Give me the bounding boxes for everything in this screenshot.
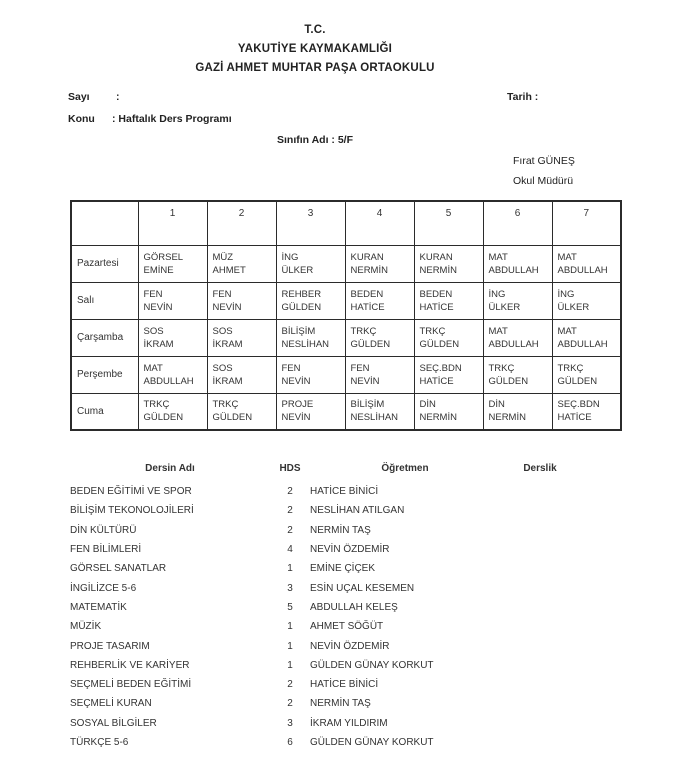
lesson-cell xyxy=(345,245,414,282)
lesson-subject: TRKÇ xyxy=(212,399,239,411)
lesson-cell xyxy=(414,393,483,430)
lesson-cell xyxy=(207,282,276,319)
course-row xyxy=(70,540,620,559)
course-hds: 4 xyxy=(287,544,293,556)
lesson-subject: MAT xyxy=(488,325,508,337)
course-hds: 2 xyxy=(287,698,293,710)
lesson-subject: İNG xyxy=(488,288,506,300)
lesson-subject: KURAN xyxy=(350,251,384,263)
course-name: SEÇMELİ KURAN xyxy=(70,698,152,710)
course-row xyxy=(70,675,620,694)
lesson-cell xyxy=(345,282,414,319)
course-name: PROJE TASARIM xyxy=(70,640,150,652)
course-name: GÖRSEL SANATLAR xyxy=(70,563,167,575)
lesson-cell xyxy=(414,245,483,282)
lesson-teacher: İKRAM xyxy=(143,338,174,350)
lesson-teacher: HATİCE xyxy=(350,301,385,313)
lesson-cell xyxy=(552,245,621,282)
lesson-subject: TRKÇ xyxy=(419,325,446,337)
lesson-cell xyxy=(345,319,414,356)
lesson-subject: İNG xyxy=(281,251,299,263)
konu-label: Konu xyxy=(68,113,95,125)
sayi-colon: : xyxy=(116,91,120,103)
period-header-5: 5 xyxy=(414,201,483,245)
lesson-cell xyxy=(483,282,552,319)
course-hds: 1 xyxy=(287,640,293,652)
lesson-teacher: NERMİN xyxy=(488,412,526,424)
course-name: FEN BİLİMLERİ xyxy=(70,544,142,556)
course-list xyxy=(70,459,620,752)
period-header-row xyxy=(71,201,621,245)
period-header-3: 3 xyxy=(276,201,345,245)
lesson-teacher: NERMİN xyxy=(419,412,457,424)
course-hds: 3 xyxy=(287,582,293,594)
lesson-cell xyxy=(276,282,345,319)
lesson-teacher: ÜLKER xyxy=(281,264,314,276)
course-name: BEDEN EĞİTİMİ VE SPOR xyxy=(70,486,192,498)
course-teacher: NERMİN TAŞ xyxy=(310,698,371,710)
lesson-cell xyxy=(483,245,552,282)
lesson-subject: BEDEN xyxy=(419,288,453,300)
lesson-cell xyxy=(483,393,552,430)
lesson-cell xyxy=(483,319,552,356)
weekly-schedule-table xyxy=(70,200,622,431)
lesson-subject: SOS xyxy=(212,325,233,337)
lesson-subject: SOS xyxy=(212,362,233,374)
lesson-cell xyxy=(414,319,483,356)
course-row xyxy=(70,714,620,733)
lesson-subject: BİLİŞİM xyxy=(350,399,385,411)
day-label: Pazartesi xyxy=(71,245,138,282)
lesson-cell xyxy=(138,282,207,319)
lesson-subject: DİN xyxy=(488,399,505,411)
course-row xyxy=(70,656,620,675)
schedule-row xyxy=(71,282,621,319)
course-teacher: NESLİHAN ATILGAN xyxy=(310,505,405,517)
course-name: REHBERLİK VE KARİYER xyxy=(70,659,190,671)
lesson-cell xyxy=(138,319,207,356)
lesson-subject: GÖRSEL xyxy=(143,251,184,263)
course-teacher: ABDULLAH KELEŞ xyxy=(310,601,398,613)
lesson-cell xyxy=(276,356,345,393)
lesson-teacher: ABDULLAH xyxy=(488,338,539,350)
lesson-cell xyxy=(207,319,276,356)
course-row xyxy=(70,559,620,578)
course-name: BİLİŞİM TEKONOLOJİLERİ xyxy=(70,505,194,517)
course-hds: 2 xyxy=(287,679,293,691)
lesson-teacher: ABDULLAH xyxy=(557,338,608,350)
lesson-teacher: NESLİHAN xyxy=(281,338,330,350)
lesson-subject: DİN xyxy=(419,399,436,411)
konu-line xyxy=(68,113,232,125)
signer-name: Fırat GÜNEŞ xyxy=(513,155,575,167)
course-teacher: HATİCE BİNİCİ xyxy=(310,679,379,691)
lesson-teacher: GÜLDEN xyxy=(419,338,460,350)
lesson-subject: TRKÇ xyxy=(488,362,515,374)
lesson-teacher: NEVİN xyxy=(281,375,311,387)
sayi-label: Sayı xyxy=(68,91,90,103)
lesson-cell xyxy=(552,282,621,319)
class-name-line: Sınıfın Adı : 5/F xyxy=(276,134,354,146)
course-teacher: HATİCE BİNİCİ xyxy=(310,486,379,498)
lesson-teacher: GÜLDEN xyxy=(143,412,184,424)
course-teacher: ESİN UÇAL KESEMEN xyxy=(310,582,415,594)
lesson-subject: FEN xyxy=(212,288,232,300)
lesson-subject: MAT xyxy=(488,251,508,263)
lesson-subject: PROJE xyxy=(281,399,314,411)
course-hds: 6 xyxy=(287,737,293,748)
lesson-subject: MAT xyxy=(143,362,163,374)
course-teacher: EMİNE ÇİÇEK xyxy=(310,563,376,575)
lesson-subject: TRKÇ xyxy=(143,399,170,411)
course-row xyxy=(70,482,620,501)
tarih-label: Tarih : xyxy=(507,91,539,103)
course-name: SEÇMELİ BEDEN EĞİTİMİ xyxy=(70,679,192,691)
lesson-subject: FEN xyxy=(281,362,301,374)
course-teacher: NEVİN ÖZDEMİR xyxy=(310,640,390,652)
course-hds: 3 xyxy=(287,717,293,729)
lesson-teacher: GÜLDEN xyxy=(212,412,253,424)
course-name: İNGİLİZCE 5-6 xyxy=(70,582,137,594)
lesson-subject: TRKÇ xyxy=(350,325,377,337)
lesson-teacher: GÜLDEN xyxy=(281,301,322,313)
lesson-subject: KURAN xyxy=(419,251,453,263)
course-row xyxy=(70,521,620,540)
lesson-subject: SEÇ.BDN xyxy=(419,362,462,374)
lesson-teacher: HATİCE xyxy=(557,412,592,424)
lesson-cell xyxy=(207,393,276,430)
lesson-teacher: HATİCE xyxy=(419,375,454,387)
course-teacher: NERMİN TAŞ xyxy=(310,524,371,536)
lesson-teacher: GÜLDEN xyxy=(350,338,391,350)
schedule-body xyxy=(71,245,621,430)
schedule-row xyxy=(71,356,621,393)
lesson-teacher: ÜLKER xyxy=(557,301,590,313)
lesson-cell xyxy=(552,393,621,430)
course-list-body xyxy=(70,482,620,752)
course-teacher: NEVİN ÖZDEMİR xyxy=(310,544,390,556)
course-name: DİN KÜLTÜRÜ xyxy=(70,524,137,536)
lesson-teacher: ÜLKER xyxy=(488,301,521,313)
day-label: Çarşamba xyxy=(71,319,138,356)
day-label: Perşembe xyxy=(71,356,138,393)
lesson-subject: MAT xyxy=(557,251,577,263)
course-teacher: İKRAM YILDIRIM xyxy=(310,717,388,729)
letterhead-school-line: GAZİ AHMET MUHTAR PAŞA ORTAOKULU xyxy=(195,62,435,74)
signature-block xyxy=(513,151,575,191)
course-row xyxy=(70,733,620,752)
lesson-subject: MÜZ xyxy=(212,251,234,263)
course-name: SOSYAL BİLGİLER xyxy=(70,717,157,729)
schedule-row xyxy=(71,393,621,430)
lesson-subject: İNG xyxy=(557,288,575,300)
lesson-cell xyxy=(345,393,414,430)
lesson-cell xyxy=(138,356,207,393)
lesson-cell xyxy=(414,356,483,393)
col-header-room: Derslik xyxy=(523,463,557,474)
lesson-cell xyxy=(207,245,276,282)
lesson-teacher: GÜLDEN xyxy=(488,375,529,387)
lesson-teacher: ABDULLAH xyxy=(143,375,194,387)
day-label: Salı xyxy=(71,282,138,319)
course-row xyxy=(70,617,620,636)
lesson-cell xyxy=(276,245,345,282)
course-row xyxy=(70,694,620,713)
course-teacher: GÜLDEN GÜNAY KORKUT xyxy=(310,737,434,748)
lesson-cell xyxy=(345,356,414,393)
lesson-cell xyxy=(276,319,345,356)
period-header-7: 7 xyxy=(552,201,621,245)
lesson-teacher: HATİCE xyxy=(419,301,454,313)
course-list-header-row xyxy=(70,459,620,478)
lesson-teacher: ABDULLAH xyxy=(488,264,539,276)
lesson-teacher: GÜLDEN xyxy=(557,375,598,387)
letterhead-republic-line: T.C. xyxy=(304,24,326,36)
lesson-teacher: NERMİN xyxy=(419,264,457,276)
lesson-subject: SEÇ.BDN xyxy=(557,399,600,411)
lesson-subject: BİLİŞİM xyxy=(281,325,316,337)
course-row xyxy=(70,598,620,617)
lesson-teacher: AHMET xyxy=(212,264,246,276)
lesson-teacher: NEVİN xyxy=(212,301,242,313)
course-hds: 2 xyxy=(287,486,293,498)
course-hds: 2 xyxy=(287,524,293,536)
lesson-subject: FEN xyxy=(350,362,370,374)
lesson-subject: BEDEN xyxy=(350,288,384,300)
lesson-subject: MAT xyxy=(557,325,577,337)
schedule-row xyxy=(71,319,621,356)
course-teacher: AHMET SÖĞÜT xyxy=(310,621,384,633)
lesson-subject: REHBER xyxy=(281,288,322,300)
period-header-4: 4 xyxy=(345,201,414,245)
course-hds: 5 xyxy=(287,601,293,613)
lesson-cell xyxy=(414,282,483,319)
col-header-course-name: Dersin Adı xyxy=(145,463,195,474)
lesson-teacher: İKRAM xyxy=(212,338,243,350)
konu-value: : Haftalık Ders Programı xyxy=(112,113,232,125)
letterhead-district-line: YAKUTİYE KAYMAKAMLIĞI xyxy=(237,43,393,55)
course-row xyxy=(70,578,620,597)
course-teacher: GÜLDEN GÜNAY KORKUT xyxy=(310,659,434,671)
lesson-subject: TRKÇ xyxy=(557,362,584,374)
lesson-subject: SOS xyxy=(143,325,164,337)
lesson-cell xyxy=(552,319,621,356)
lesson-cell xyxy=(207,356,276,393)
course-row xyxy=(70,636,620,655)
schedule-corner-cell xyxy=(71,201,138,245)
lesson-teacher: EMİNE xyxy=(143,264,174,276)
lesson-teacher: ABDULLAH xyxy=(557,264,608,276)
lesson-cell xyxy=(552,356,621,393)
period-header-2: 2 xyxy=(207,201,276,245)
lesson-teacher: NEVİN xyxy=(143,301,173,313)
sayi-line xyxy=(68,91,120,103)
lesson-cell xyxy=(276,393,345,430)
course-name: MÜZİK xyxy=(70,621,102,633)
letterhead xyxy=(0,21,630,78)
period-header-6: 6 xyxy=(483,201,552,245)
lesson-teacher: NEVİN xyxy=(281,412,311,424)
course-hds: 1 xyxy=(287,563,293,575)
col-header-hds: HDS xyxy=(279,463,301,474)
lesson-cell xyxy=(483,356,552,393)
lesson-subject: FEN xyxy=(143,288,163,300)
lesson-teacher: NEVİN xyxy=(350,375,380,387)
lesson-cell xyxy=(138,393,207,430)
lesson-cell xyxy=(138,245,207,282)
course-name: MATEMATİK xyxy=(70,601,127,613)
schedule-row xyxy=(71,245,621,282)
col-header-teacher: Öğretmen xyxy=(381,463,429,474)
course-hds: 2 xyxy=(287,505,293,517)
day-label: Cuma xyxy=(71,393,138,430)
lesson-teacher: NERMİN xyxy=(350,264,388,276)
course-row xyxy=(70,501,620,520)
lesson-teacher: NESLİHAN xyxy=(350,412,399,424)
course-name: TÜRKÇE 5-6 xyxy=(70,737,129,748)
course-hds: 1 xyxy=(287,659,293,671)
period-header-1: 1 xyxy=(138,201,207,245)
signer-title: Okul Müdürü xyxy=(513,175,574,187)
course-hds: 1 xyxy=(287,621,293,633)
lesson-teacher: İKRAM xyxy=(212,375,243,387)
